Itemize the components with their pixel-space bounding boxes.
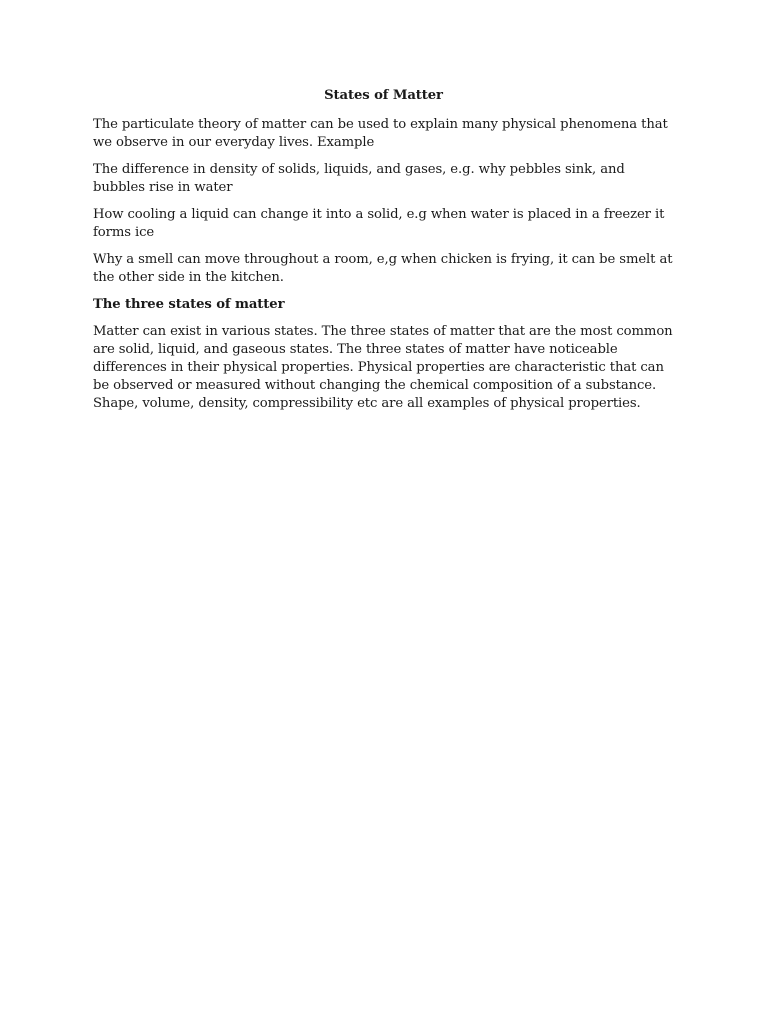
example-paragraph-cooling: How cooling a liquid can change it into a solid, e.g when water is placed in a freezer it forms ice	[93, 207, 665, 240]
section-body-paragraph: Matter can exist in various states. The three states of matter that are the most common are solid, liquid, and gaseous states. The three states of matter have noticeable differences in their physical properties. Physical properties are characteristic that can be observed or measured without changing the chemical composition of a substance. Shape, volume, density, compressibility etc are all examples of physical properties.	[93, 324, 673, 411]
intro-paragraph: The particulate theory of matter can be used to explain many physical phenomena that we observe in our everyday lives. Example	[93, 117, 668, 150]
document-title: States of Matter	[324, 88, 443, 103]
example-paragraph-smell: Why a smell can move throughout a room, e,g when chicken is frying, it can be smelt at the other side in the kitchen.	[93, 252, 673, 285]
example-paragraph-density: The difference in density of solids, liquids, and gases, e.g. why pebbles sink, and bubbles rise in water	[93, 162, 625, 195]
section-heading: The three states of matter	[93, 297, 285, 312]
